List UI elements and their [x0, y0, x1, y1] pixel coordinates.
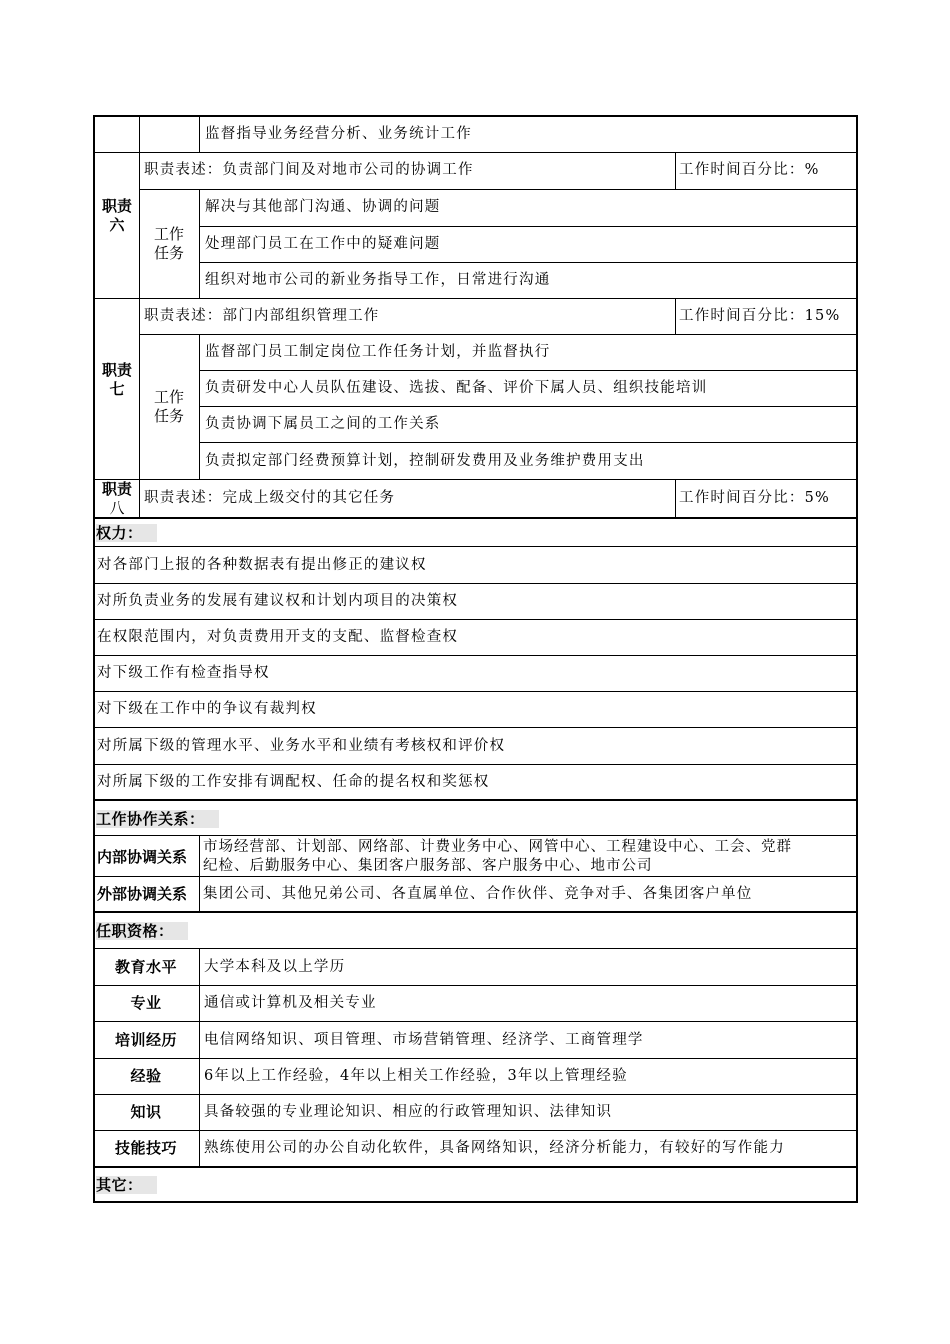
- divider: [199, 442, 858, 443]
- duty8-label: [97, 480, 137, 518]
- divider: [93, 764, 858, 765]
- divider: [93, 1058, 858, 1059]
- authority-item: 在权限范围内，对负责费用开支的支配、监督检查权: [97, 629, 459, 645]
- qualification-value: 电信网络知识、项目管理、市场营销管理、经济学、工商管理学: [204, 1032, 644, 1048]
- qualification-value: 通信或计算机及相关专业: [204, 995, 377, 1011]
- section-divider: [93, 911, 858, 913]
- table-border-bottom: [93, 1201, 858, 1203]
- qualification-value: 具备较强的专业理论知识、相应的行政管理知识、法律知识: [204, 1104, 613, 1120]
- divider: [93, 835, 858, 836]
- divider: [93, 619, 858, 620]
- duty7-task: 监督部门员工制定岗位工作任务计划，并监督执行: [205, 344, 551, 360]
- duty7-task-label: 工作任务: [153, 388, 184, 425]
- internal-relations-label: 内部协调关系: [97, 848, 188, 866]
- section-divider: [93, 799, 858, 801]
- external-relations-value: 集团公司、其他兄弟公司、各直属单位、合作伙伴、竞争对手、各集团客户单位: [203, 886, 753, 902]
- qualification-heading-text: 任职资格：: [96, 922, 188, 940]
- qualification-label: 知识: [130, 1103, 162, 1121]
- divider: [139, 189, 858, 190]
- divider: [93, 583, 858, 584]
- divider: [675, 479, 676, 518]
- divider: [93, 727, 858, 728]
- duty8-percent: 工作时间百分比：5%: [679, 490, 831, 506]
- section-divider: [93, 1166, 858, 1168]
- qualification-label: 培训经历: [114, 1031, 177, 1049]
- internal-relations-value: [203, 838, 792, 876]
- divider: [93, 985, 858, 986]
- divider: [93, 1021, 858, 1022]
- divider: [93, 152, 858, 153]
- authority-item: 对所负责业务的发展有建议权和计划内项目的决策权: [97, 593, 459, 609]
- duty7-task: 负责研发中心人员队伍建设、选拔、配备、评价下属人员、组织技能培训: [205, 380, 708, 396]
- cooperation-heading: [96, 810, 219, 828]
- duty6-label: 职责六: [101, 197, 132, 234]
- divider: [675, 298, 676, 334]
- table-border-right: [856, 115, 858, 1203]
- authority-item: 对各部门上报的各种数据表有提出修正的建议权: [97, 557, 427, 573]
- authority-item: 对所属下级的管理水平、业务水平和业绩有考核权和评价权: [97, 738, 506, 754]
- qualification-label: 教育水平: [114, 958, 177, 976]
- duty6-task-label: 工作任务: [153, 225, 184, 262]
- qualification-label: 经验: [130, 1067, 162, 1085]
- divider: [139, 115, 140, 518]
- duty7-percent: 工作时间百分比：15%: [679, 308, 841, 324]
- divider: [199, 115, 200, 152]
- table-border-top: [93, 115, 858, 117]
- authority-item: 对下级在工作中的争议有裁判权: [97, 701, 317, 717]
- authority-heading-text: 权力：: [96, 524, 157, 542]
- divider: [199, 226, 858, 227]
- divider: [93, 948, 858, 949]
- duty6-task: 解决与其他部门沟通、协调的问题: [205, 199, 441, 215]
- qualification-label: 专业: [130, 994, 162, 1012]
- duty5-task: 监督指导业务经营分析、业务统计工作: [205, 126, 472, 142]
- other-heading-text: 其它：: [96, 1176, 157, 1194]
- duty7-task: 负责协调下属员工之间的工作关系: [205, 416, 441, 432]
- duty8-label-line1: 职责: [101, 480, 132, 498]
- duty6-task: 处理部门员工在工作中的疑难问题: [205, 236, 441, 252]
- external-relations-label: 外部协调关系: [97, 885, 188, 903]
- divider: [93, 546, 858, 547]
- qualification-value: 熟练使用公司的办公自动化软件，具备网络知识，经济分析能力，有较好的写作能力: [204, 1140, 785, 1156]
- qualification-label: 技能技巧: [114, 1139, 177, 1157]
- divider: [93, 479, 858, 480]
- divider: [93, 298, 858, 299]
- divider: [199, 189, 200, 298]
- divider: [675, 152, 676, 189]
- duty6-desc: 职责表述：负责部门间及对地市公司的协调工作: [144, 162, 474, 178]
- duty6-task: 组织对地市公司的新业务指导工作，日常进行沟通: [205, 272, 551, 288]
- duty8-desc: 职责表述：完成上级交付的其它任务: [144, 490, 396, 506]
- internal-relations-line2: 纪检、后勤服务中心、集团客户服务部、客户服务中心、地市公司: [203, 858, 653, 874]
- divider: [93, 1130, 858, 1131]
- qualification-value: 6年以上工作经验，4年以上相关工作经验，3年以上管理经验: [204, 1068, 628, 1084]
- duty8-label-line2: 八: [109, 499, 125, 517]
- internal-relations-line1: 市场经营部、计划部、网络部、计费业务中心、网管中心、工程建设中心、工会、党群: [203, 839, 792, 855]
- divider: [139, 334, 858, 335]
- divider: [199, 835, 200, 912]
- duty6-percent: 工作时间百分比：%: [679, 162, 820, 178]
- authority-item: 对下级工作有检查指导权: [97, 665, 270, 681]
- divider: [93, 655, 858, 656]
- divider: [199, 262, 858, 263]
- authority-item: 对所属下级的工作安排有调配权、任命的提名权和奖惩权: [97, 774, 490, 790]
- duty7-desc: 职责表述：部门内部组织管理工作: [144, 308, 380, 324]
- divider: [93, 876, 858, 877]
- other-heading: [96, 1176, 157, 1194]
- duty7-task: 负责拟定部门经费预算计划，控制研发费用及业务维护费用支出: [205, 453, 645, 469]
- qualification-value: 大学本科及以上学历: [204, 959, 346, 975]
- section-divider: [93, 517, 858, 519]
- divider: [199, 370, 858, 371]
- authority-heading: [96, 524, 157, 542]
- duty7-label: 职责七: [101, 361, 132, 398]
- divider: [199, 406, 858, 407]
- cooperation-heading-text: 工作协作关系：: [96, 810, 219, 828]
- qualification-heading: [96, 922, 188, 940]
- divider: [199, 948, 200, 1167]
- divider: [93, 1094, 858, 1095]
- divider: [93, 691, 858, 692]
